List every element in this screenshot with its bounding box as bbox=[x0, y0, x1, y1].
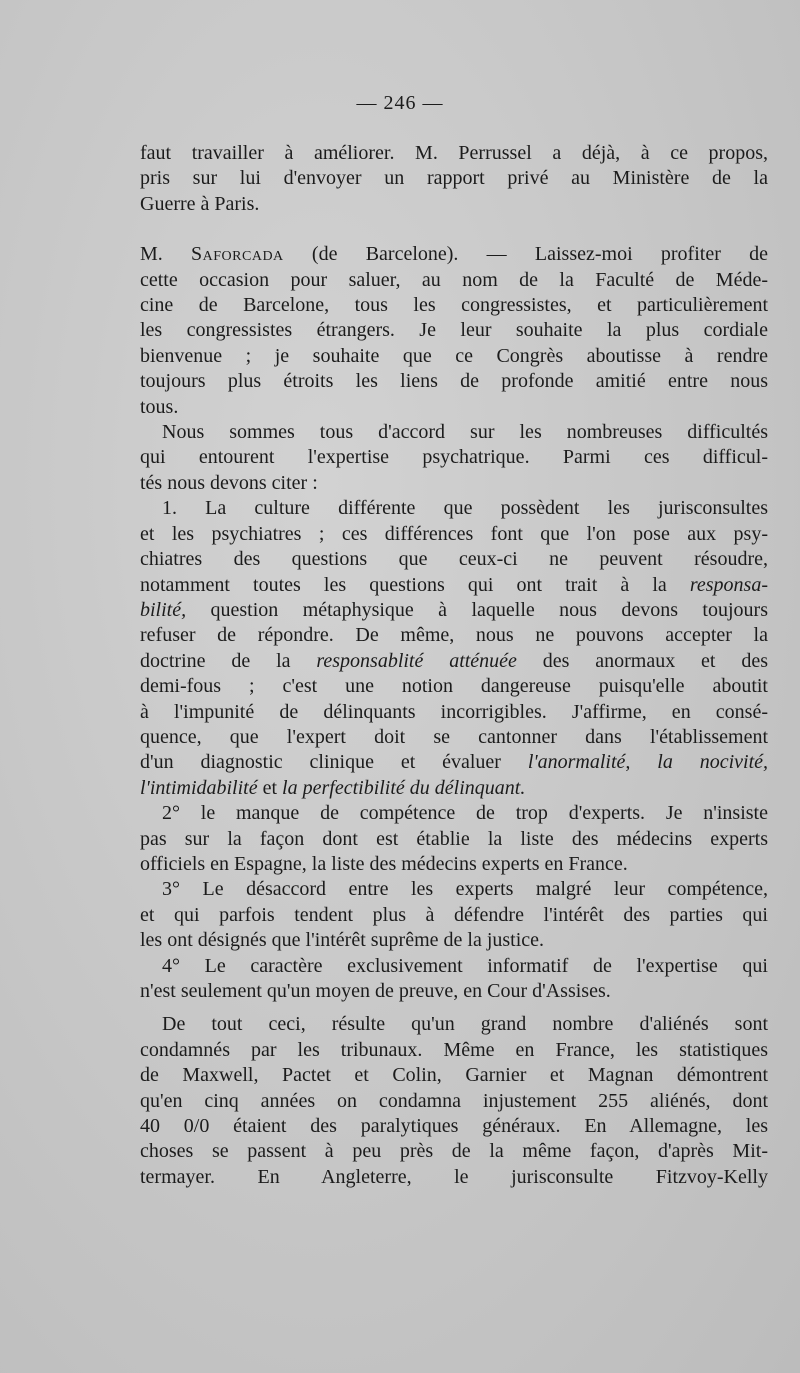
text-line: faut travailler à améliorer. M. Perrussel a déjà, à ce propos, bbox=[140, 142, 768, 164]
text-line bbox=[140, 750, 768, 775]
page-number: — 246 — bbox=[356, 92, 444, 114]
text-line: tous. bbox=[140, 395, 179, 418]
text-line: à l'impunité de délinquants incorrigibles. J'affirme, en consé- bbox=[140, 700, 768, 723]
text-line: n'est seulement qu'un moyen de preuve, en Cour d'Assises. bbox=[140, 980, 611, 1002]
text-line bbox=[140, 598, 768, 623]
italic-term: la perfectibilité du délinquant. bbox=[282, 776, 526, 799]
text-fragment: d'un diagnostic clinique et évaluer bbox=[140, 751, 528, 774]
text-line: toujours plus étroits les liens de profonde amitié entre nous bbox=[140, 370, 768, 393]
text-fragment: notamment toutes les questions qui ont trait à la bbox=[140, 573, 690, 596]
text-line bbox=[140, 573, 768, 598]
italic-term: responsa- bbox=[689, 573, 768, 596]
text-line: bienvenue ; je souhaite que ce Congrès aboutisse à rendre bbox=[140, 344, 768, 367]
text-line bbox=[140, 242, 768, 267]
paragraph-gap bbox=[140, 217, 768, 242]
text-line: et les psychiatres ; ces différences font que l'on pose aux psy- bbox=[140, 522, 768, 545]
text-line: de Maxwell, Pactet et Colin, Garnier et Magnan démontrent bbox=[140, 1064, 768, 1087]
text-fragment: (de Barcelone). — Laissez-moi profiter de bbox=[283, 243, 768, 266]
text-line: qui entourent l'expertise psychatrique. Parmi ces difficul- bbox=[140, 446, 768, 469]
text-line: les congressistes étrangers. Je leur souhaite la plus cordiale bbox=[140, 319, 768, 342]
text-line: 3° Le désaccord entre les experts malgré leur compétence, bbox=[162, 878, 768, 901]
text-line: tés nous devons citer : bbox=[140, 471, 318, 494]
text-line bbox=[140, 776, 768, 801]
italic-term: bilité, bbox=[140, 598, 187, 621]
text-line: chiatres des questions que ceux-ci ne peuvent résoudre, bbox=[140, 548, 768, 571]
text-line: 1. La culture différente que possèdent les jurisconsultes bbox=[162, 497, 768, 520]
text-line: Nous sommes tous d'accord sur les nombreuses difficultés bbox=[162, 421, 768, 444]
text-line: quence, que l'expert doit se cantonner dans l'établissement bbox=[140, 725, 768, 748]
text-fragment: et bbox=[257, 776, 283, 799]
body-text bbox=[140, 141, 768, 1190]
text-line: cette occasion pour saluer, au nom de la Faculté de Méde- bbox=[140, 268, 768, 291]
text-fragment: doctrine de la bbox=[140, 649, 317, 672]
italic-term: l'intimidabilité bbox=[140, 776, 258, 799]
text-line: officiels en Espagne, la liste des médecins experts en France. bbox=[140, 852, 628, 875]
text-line: et qui parfois tendent plus à défendre l'intérêt des parties qui bbox=[140, 903, 768, 926]
text-line bbox=[140, 649, 768, 674]
text-line: 2° le manque de compétence de trop d'experts. Je n'insiste bbox=[162, 802, 768, 825]
text-line: refuser de répondre. De même, nous ne pouvons accepter la bbox=[140, 624, 768, 647]
text-line: De tout ceci, résulte qu'un grand nombre d'aliénés sont bbox=[162, 1013, 768, 1036]
text-line: pas sur la façon dont est établie la liste des médecins experts bbox=[140, 827, 768, 850]
text-fragment: question métaphysique à laquelle nous devons toujours bbox=[186, 598, 768, 621]
text-line: demi-fous ; c'est une notion dangereuse puisqu'elle aboutit bbox=[140, 675, 768, 698]
paragraph-gap bbox=[140, 1004, 768, 1012]
text-line: cine de Barcelone, tous les congressistes, et particulièrement bbox=[140, 294, 768, 317]
text-line: choses se passent à peu près de la même façon, d'après Mit- bbox=[140, 1140, 768, 1163]
text-line: les ont désignés que l'intérêt suprême de la justice. bbox=[140, 929, 545, 952]
text-line: qu'en cinq années on condamna injustement 255 aliénés, dont bbox=[140, 1089, 768, 1112]
text-fragment: des anormaux et des bbox=[516, 649, 768, 672]
text-line: 4° Le caractère exclusivement informatif de l'expertise qui bbox=[162, 954, 768, 977]
speaker-name: Saforcada bbox=[191, 243, 284, 266]
text-line: 40 0/0 étaient des paralytiques généraux. En Allemagne, les bbox=[140, 1115, 768, 1138]
text-line: condamnés par les tribunaux. Même en France, les statistiques bbox=[140, 1038, 768, 1061]
italic-term: responsablité atténuée bbox=[316, 649, 517, 672]
text-line: termayer. En Angleterre, le jurisconsulte Fitzvoy-Kelly bbox=[140, 1165, 768, 1188]
text-line: pris sur lui d'envoyer un rapport privé au Ministère de la bbox=[140, 167, 768, 190]
speaker-prefix: M. bbox=[140, 243, 192, 266]
text-line: Guerre à Paris. bbox=[140, 192, 260, 215]
italic-term: l'anormalité, la nocivité, bbox=[527, 751, 768, 774]
